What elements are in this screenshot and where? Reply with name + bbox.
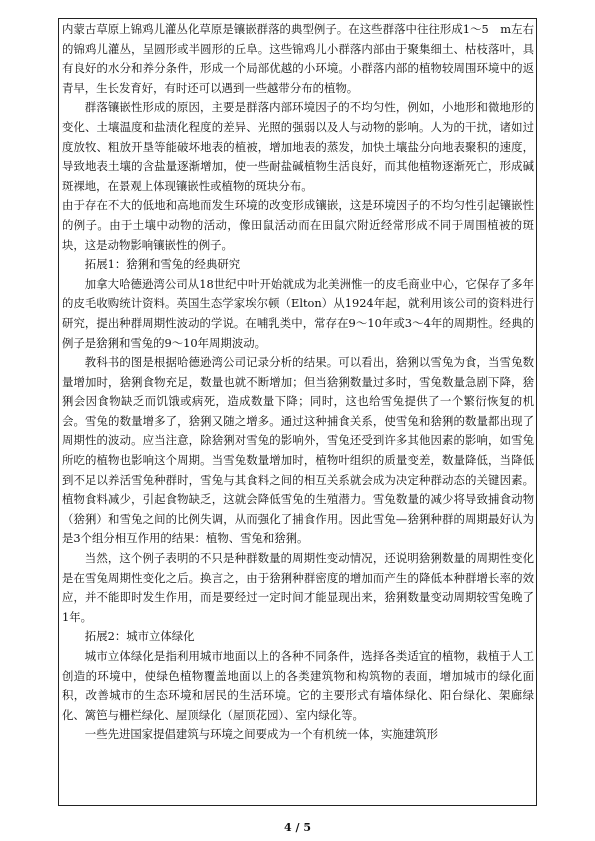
paragraph-10: 一些先进国家提倡建筑与环境之间要成为一个有机统一体，实施建筑形 [84,727,438,742]
body-text [62,20,534,745]
paragraph-6: 教科书的图是根据哈德逊湾公司记录分析的结果。可以看出，猞猁以雪兔为食，当雪兔数量增加时，猞猁食物充足，数量也就不断增加；但当猞猁数量过多时，雪兔数量急剧下降，猞猁会因食物缺乏而饥饿或病死，造成数量下降；同时，这也给雪兔提供了一个繁衍恢复的机会。雪兔的数量增多了，猞猁又随之增多。通过这种捕食关系，使雪兔和猞猁的数量都出现了周期性的波动。应当注意，除猞猁对雪兔的影响外，雪兔还受到许多其他因素的影响，如雪兔所吃的植物也影响这个周期。当雪兔数量增加时，植物叶组织的质量变差，数量降低，当降低到不足以养活雪兔种群时，雪兔与其食料之间的相互关系就会成为决定种群动态的关键因素。植物食料减少，引起食物缺乏，这就会降低雪兔的生殖潜力。雪兔数量的减少将导致捕食动物（猞猁）和雪兔之间的比例失调，从而强化了捕食作用。因此雪兔—猞猁种群的周期最好认为是3个组分相互作用的结果：植物、雪兔和猞猁。 [62,355,534,546]
section-heading-extension-1: 拓展1：猞猁和雪兔的经典研究 [84,257,241,272]
paragraph-1: 内蒙古草原上锦鸡儿灌丛化草原是镶嵌群落的典型例子。在这些群落中往往形成1～5 m左右的锦鸡儿灌丛，呈圆形或半圆形的丘阜。这些锦鸡儿小群落内部由于聚集细土、枯枝落叶，具有良好的水分和养分条件，形成一个局部优越的小环境。小群落内部的植物较周围环境中的返青早，生长发育好，有时还可以遇到一些越带分布的植物。 [62,22,534,95]
paragraph-9: 城市立体绿化是指利用城市地面以上的各种不同条件，选择各类适宜的植物，栽植于人工创造的环境中，使绿色植物覆盖地面以上的各类建筑物和构筑物的表面，增加城市的绿化面积，改善城市的生态环境和居民的生活环境。它的主要形式有墙体绿化、阳台绿化、架廊绿化、篱笆与栅栏绿化、屋顶绿化（屋顶花园）、室内绿化等。 [62,649,534,722]
section-heading-extension-2: 拓展2：城市立体绿化 [84,629,195,644]
paragraph-5: 加拿大哈德逊湾公司从18世纪中叶开始就成为北美洲惟一的皮毛商业中心，它保存了多年的皮毛收购统计资料。英国生态学家埃尔顿（Elton）从1924年起，就利用该公司的资料进行研究，提出种群周期性波动的学说。在哺乳类中，常存在9～10年或3～4年的周期性。经典的例子是猞猁和雪兔的9～10年周期波动。 [62,276,534,350]
paragraph-7: 当然，这个例子表明的不只是种群数量的周期性变动情况，还说明猞猁数量的周期性变化是在雪兔周期性变化之后。换言之，由于猞猁种群密度的增加而产生的降低本种群增长率的效应，并不能即时发生作用，而是要经过一定时间才能显现出来，猞猁数量变动周期较雪兔晚了1年。 [62,551,534,624]
paragraph-2: 群落镶嵌性形成的原因，主要是群落内部环境因子的不均匀性，例如，小地形和微地形的变化、土壤温度和盐渍化程度的差异、光照的强弱以及人与动物的影响。人为的干扰，诸如过度放牧、粗放开垦等能破坏地表的植被，增加地表的蒸发，加快土壤盐分向地表聚积的速度，导致地表土壤的含盐量逐渐增加，使一些耐盐碱植物生活良好，而其他植物逐渐死亡，形成碱斑裸地，在景观上体现镶嵌性或植物的斑块分布。 [62,100,534,193]
page-number: 4 / 5 [284,821,311,834]
paragraph-3: 由于存在不大的低地和高地而发生环境的改变形成镶嵌，这是环境因子的不均匀性引起镶嵌性的例子。由于土壤中动物的活动，像田鼠活动而在田鼠穴附近经常形成不同于周围植被的斑块，这是动物影响镶嵌性的例子。 [62,198,534,252]
